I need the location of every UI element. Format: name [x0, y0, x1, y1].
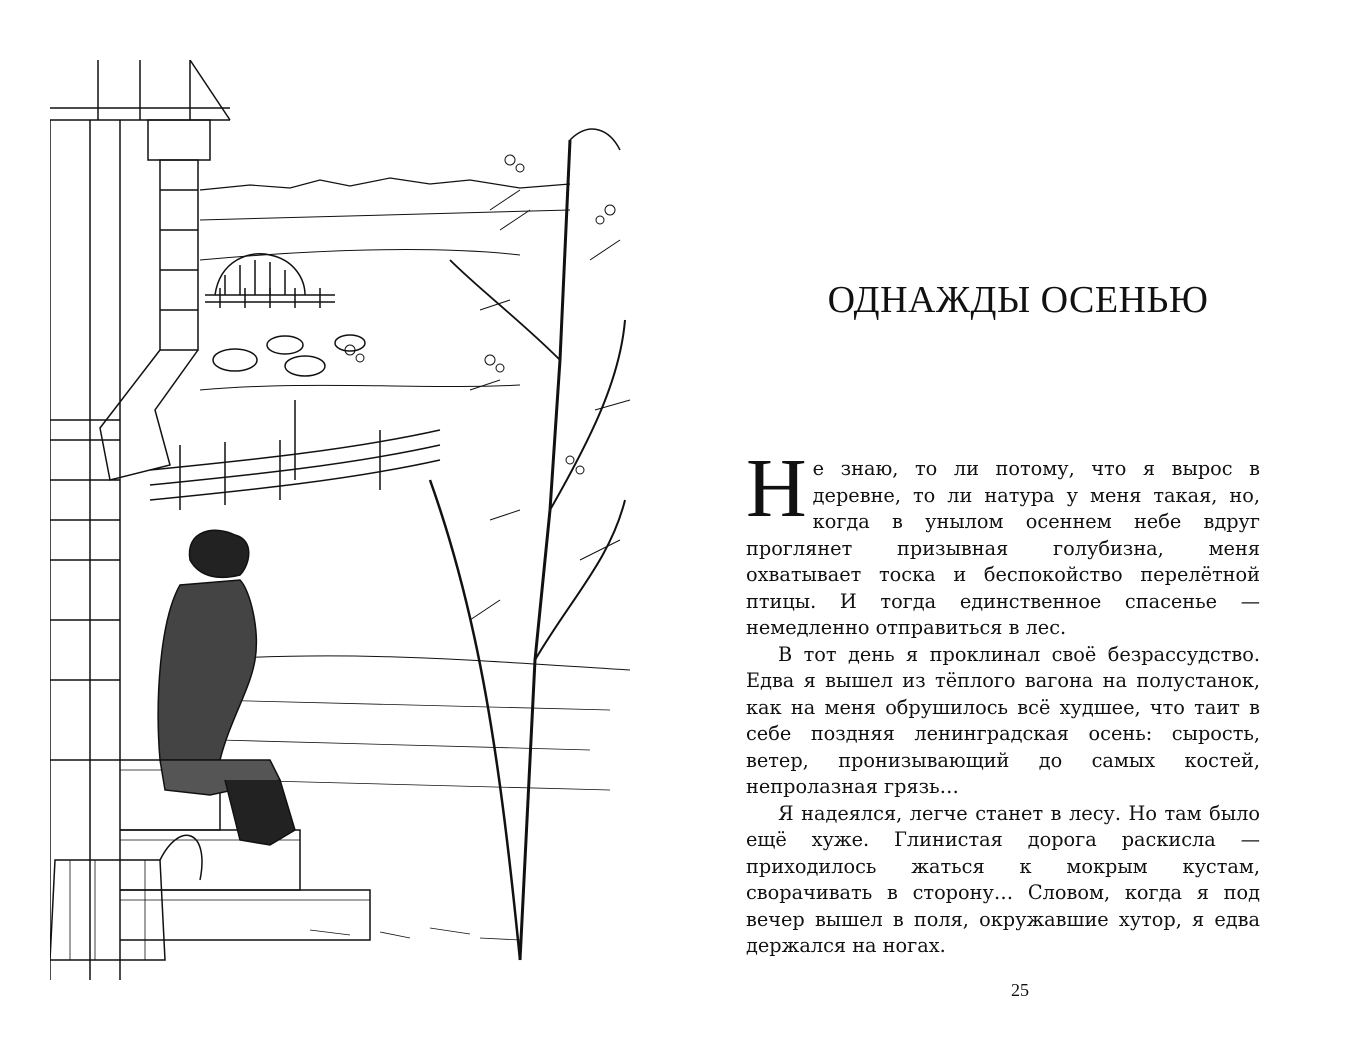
boy-on-porch-illustration [50, 60, 640, 980]
drop-cap: Н [746, 442, 807, 535]
paragraph [746, 442, 1260, 642]
paragraph: В тот день я проклинал своё безрассудство. Едва я вышел из тёплого вагона на полустанок, как на меня обрушилось всё худшее, что таит в себе поздняя ленинградская осень: сырость, ветер, пронизывающий до самых костей, непролазная грязь… [746, 642, 1260, 798]
chapter-title: ОДНАЖДЫ ОСЕНЬЮ [827, 279, 1209, 321]
page-number: 25 [1011, 980, 1029, 1000]
paragraph: Я надеялся, легче станет в лесу. Но там было ещё хуже. Глинистая дорога раскисла — приходилось жаться к мокрым кустам, сворачивать в сторону… Словом, когда я под вечер вышел в поля, окружавшие хутор, я едва держался на ногах. [746, 801, 1260, 957]
body-text [746, 442, 1260, 960]
paragraph-text: е знаю, то ли потому, что я вырос в деревне, то ли натура у меня такая, но, когда в унылом осеннем небе вдруг проглянет призывная голубизна, меня охватывает тоска и беспокойство перелётной птицы. И тогда единственное спасенье — немедленно отправиться в лес. [746, 457, 1260, 639]
